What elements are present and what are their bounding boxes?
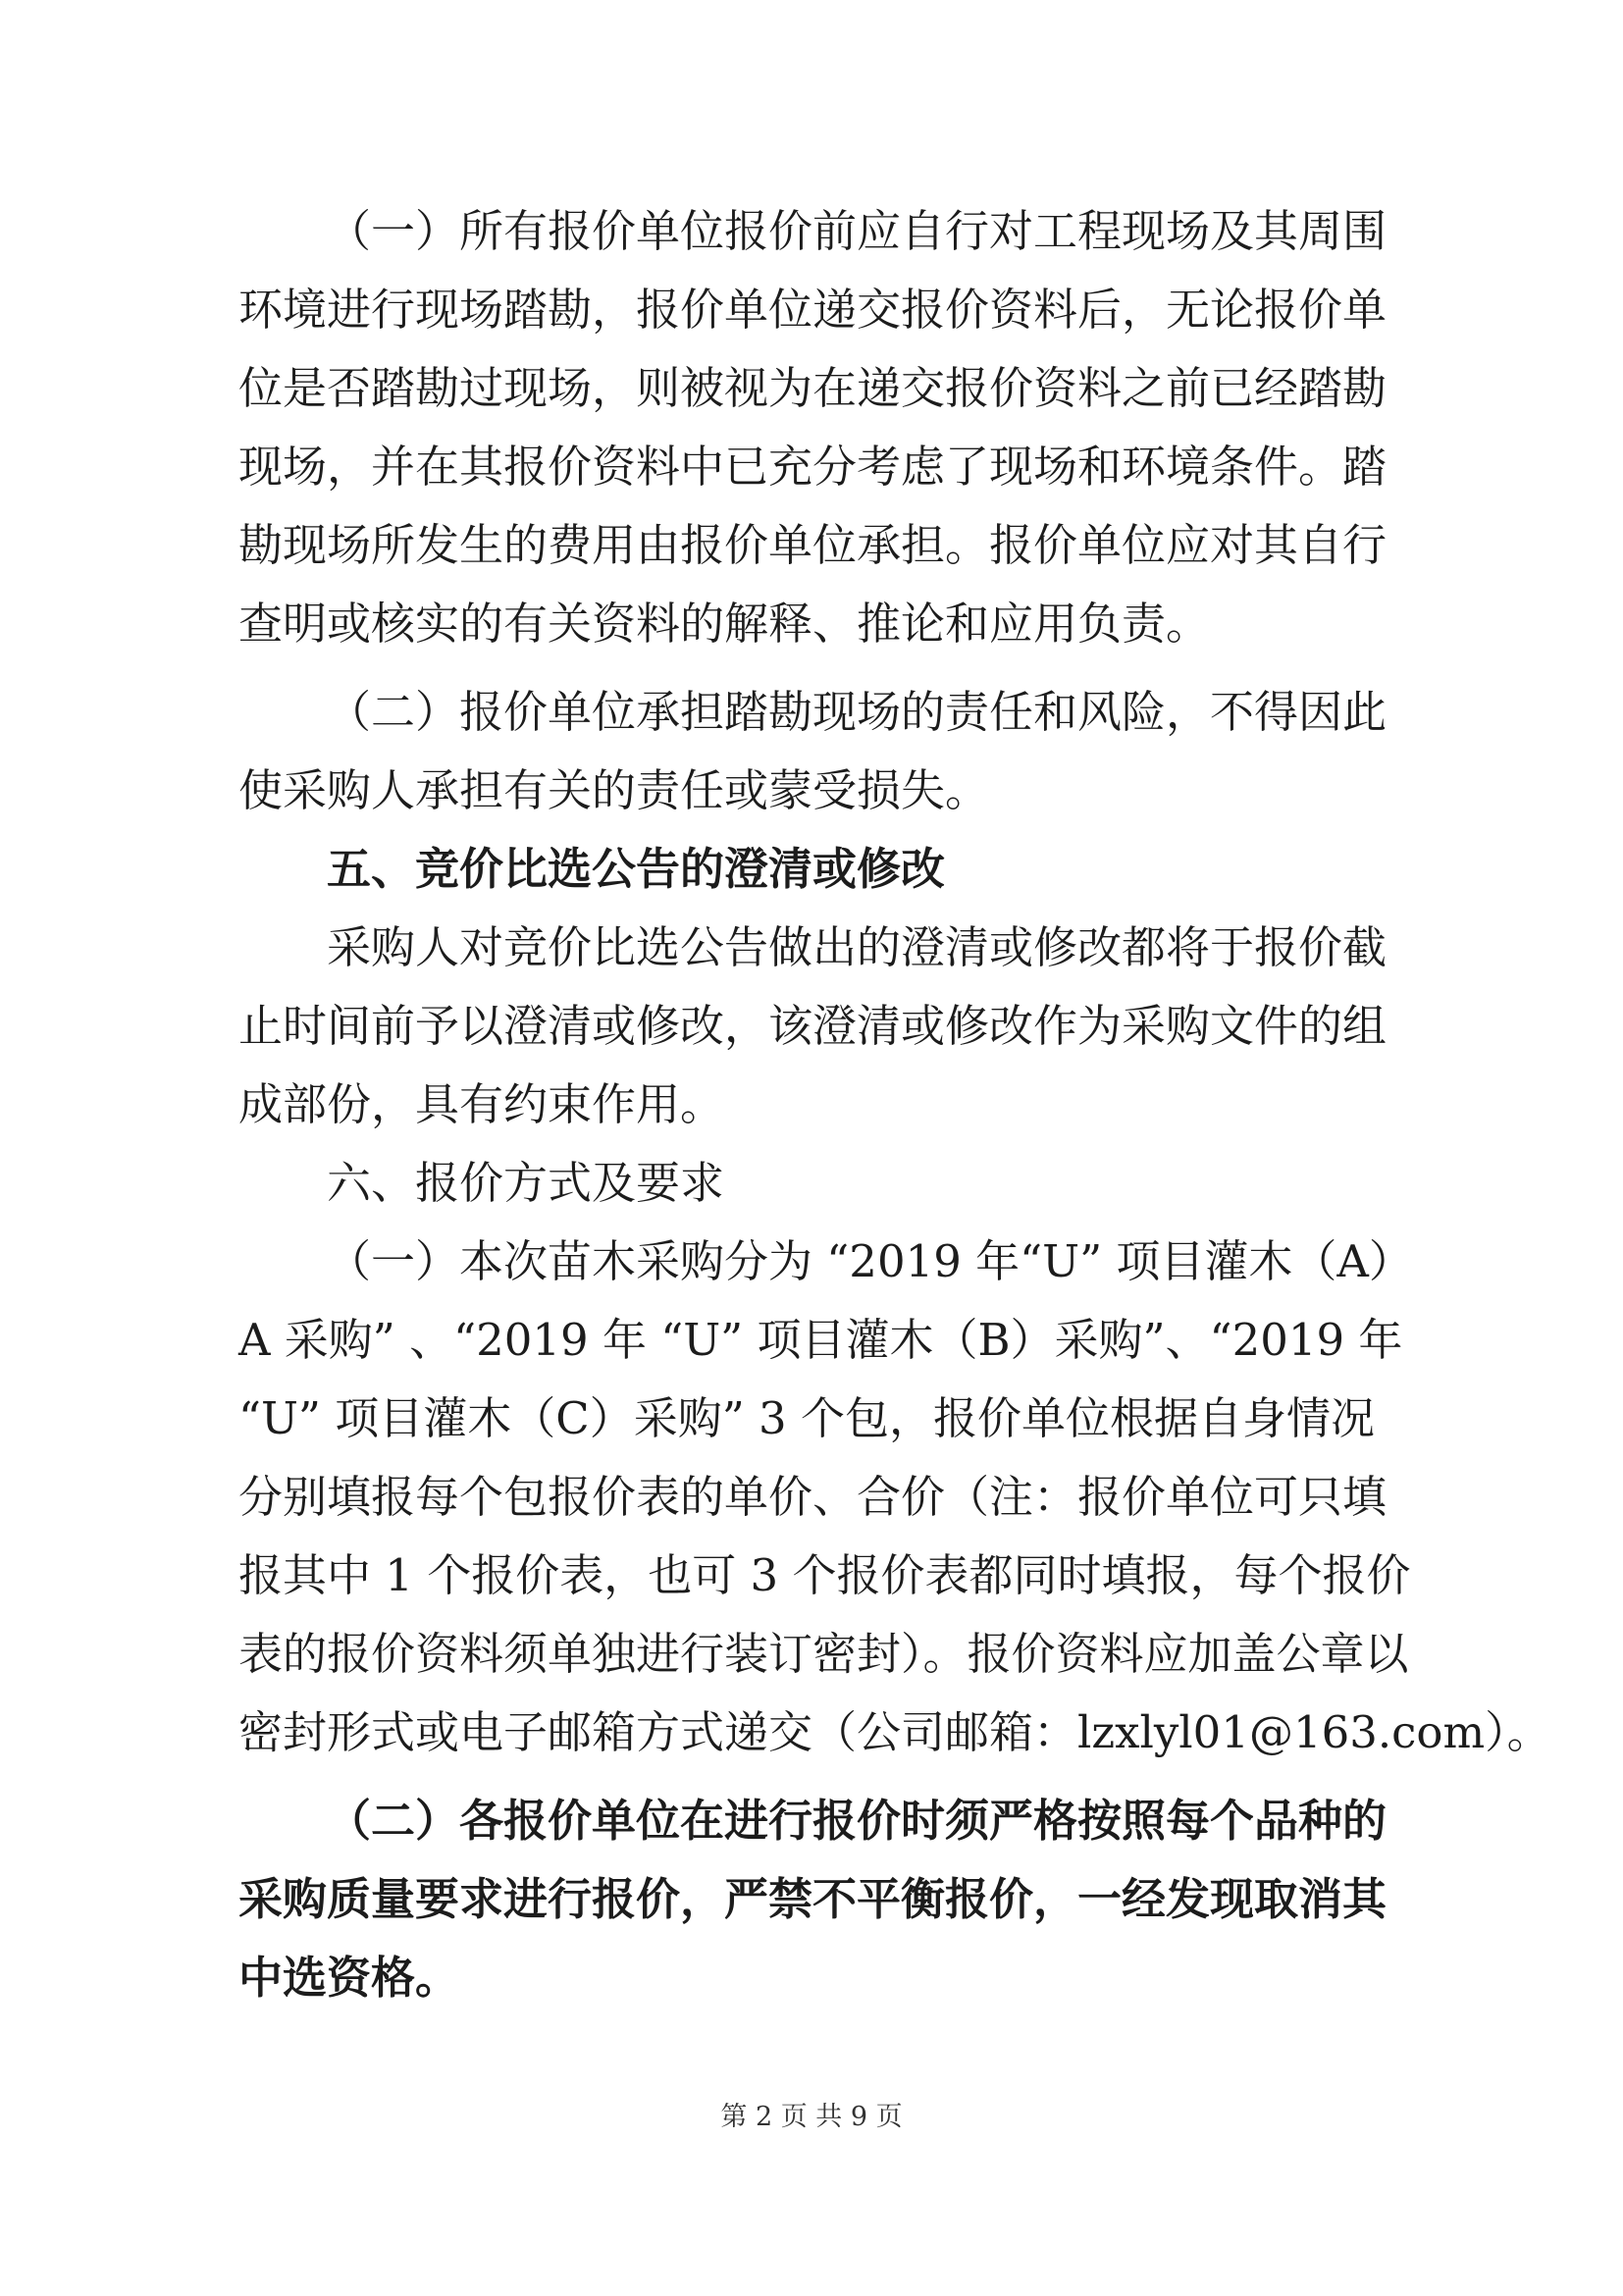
paragraph-line: 位是否踏勘过现场，则被视为在递交报价资料之前已经踏勘 xyxy=(238,362,1387,414)
paragraph-line: 使采购人承担有关的责任或蒙受损失。 xyxy=(238,764,990,816)
paragraph-line: 环境进行现场踏勘，报价单位递交报价资料后，无论报价单 xyxy=(238,284,1387,336)
paragraph-line: 查明或核实的有关资料的解释、推论和应用负责。 xyxy=(238,598,1211,650)
bold-paragraph-line: 采购质量要求进行报价，严禁不平衡报价，一经发现取消其 xyxy=(238,1873,1387,1925)
paragraph-line: 成部份，具有约束作用。 xyxy=(238,1078,725,1130)
paragraph-line: 密封形式或电子邮箱方式递交（公司邮箱：lzxlyl01@163.com）。 xyxy=(238,1706,1551,1758)
paragraph-line: 现场，并在其报价资料中已充分考虑了现场和环境条件。踏 xyxy=(238,441,1387,493)
paragraph-line: 报其中 1 个报价表，也可 3 个报价表都同时填报，每个报价 xyxy=(238,1549,1411,1601)
paragraph-line: （一）本次苗木采购分为 “2019 年“U” 项目灌木（A） xyxy=(327,1235,1413,1287)
paragraph-line: （二）报价单位承担踏勘现场的责任和风险，不得因此 xyxy=(327,686,1387,738)
paragraph-line: 采购人对竞价比选公告做出的澄清或修改都将于报价截 xyxy=(327,921,1387,973)
paragraph-line: “U” 项目灌木（C）采购” 3 个包，报价单位根据自身情况 xyxy=(238,1392,1375,1444)
paragraph-line: 表的报价资料须单独进行装订密封）。报价资料应加盖公章以 xyxy=(238,1628,1409,1680)
page-number: 第 2 页 共 9 页 xyxy=(720,2102,903,2132)
paragraph-line: A 采购” 、“2019 年 “U” 项目灌木（B）采购”、“2019 年 xyxy=(238,1314,1403,1366)
paragraph-line: 止时间前予以澄清或修改，该澄清或修改作为采购文件的组 xyxy=(238,1000,1387,1052)
bold-paragraph-line: 中选资格。 xyxy=(238,1952,460,2004)
paragraph-line: 勘现场所发生的费用由报价单位承担。报价单位应对其自行 xyxy=(238,519,1387,571)
paragraph-line: 分别填报每个包报价表的单价、合价（注：报价单位可只填 xyxy=(238,1471,1387,1523)
section-heading: 五、竞价比选公告的澄清或修改 xyxy=(327,843,946,895)
paragraph-line: （一）所有报价单位报价前应自行对工程现场及其周围 xyxy=(327,205,1387,257)
bold-paragraph-line: （二）各报价单位在进行报价时须严格按照每个品种的 xyxy=(327,1795,1387,1847)
section-heading: 六、报价方式及要求 xyxy=(327,1157,725,1209)
